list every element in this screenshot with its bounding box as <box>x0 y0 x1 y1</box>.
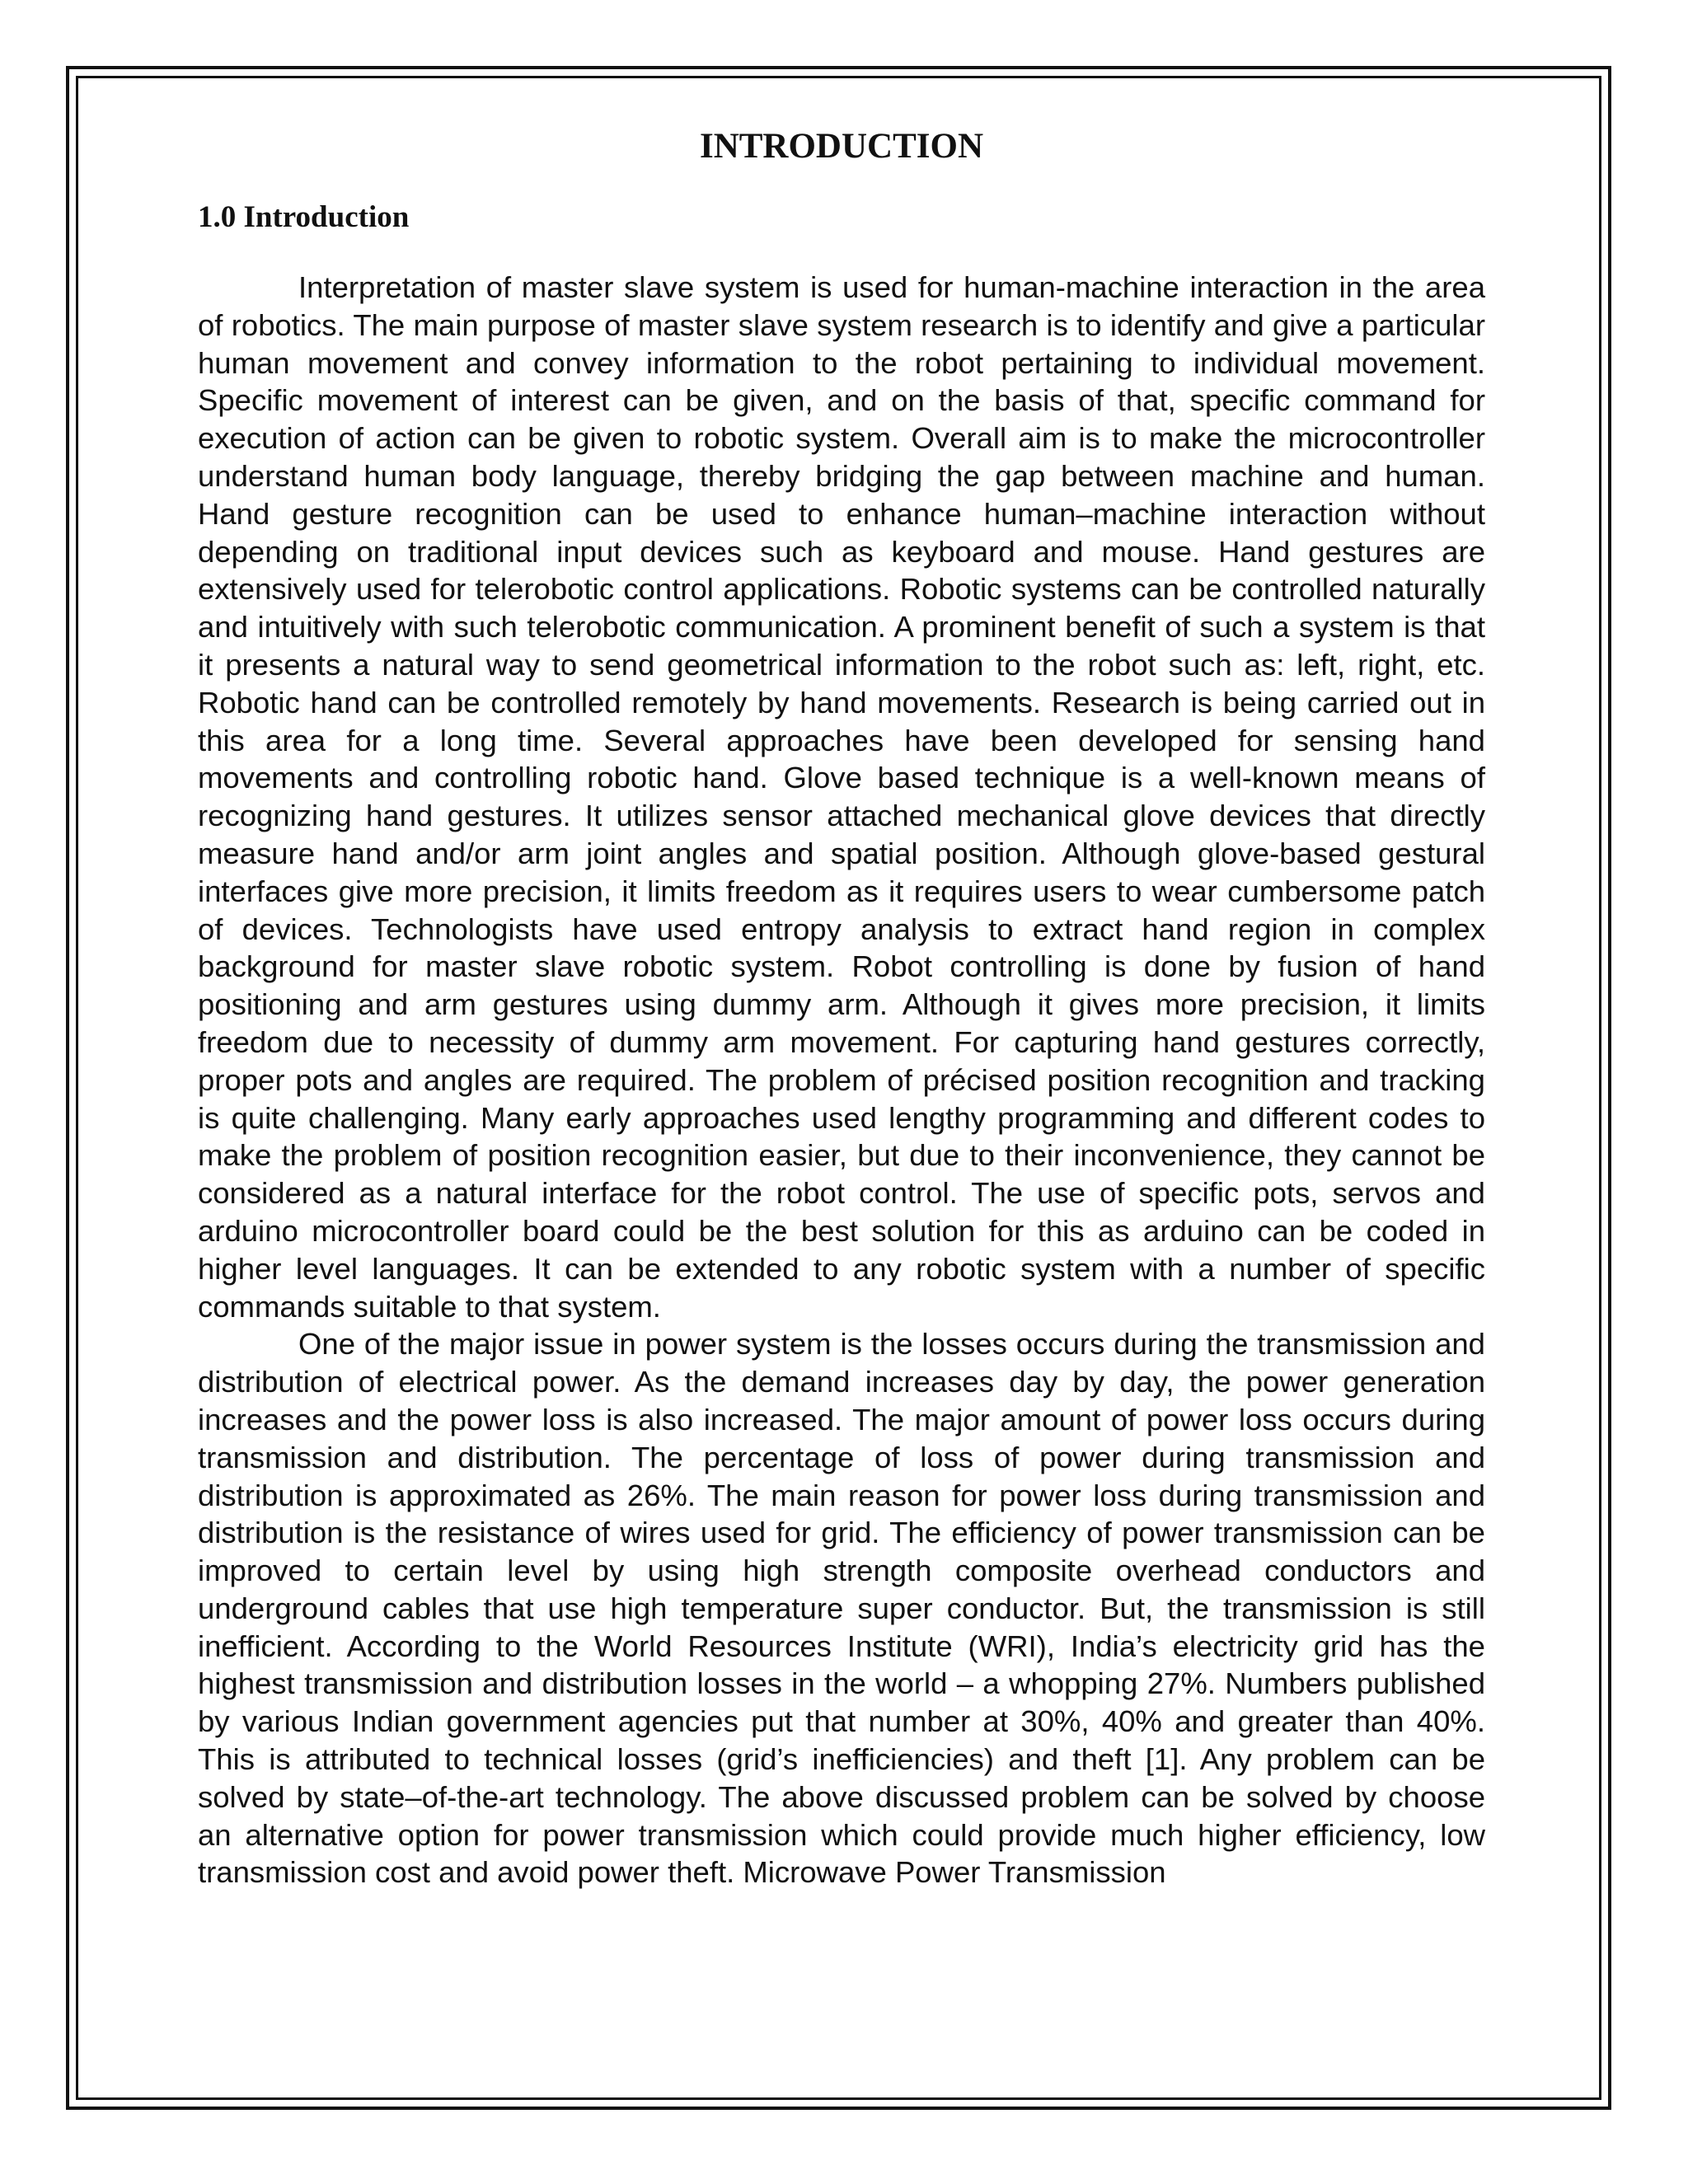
chapter-title: INTRODUCTION <box>699 127 984 166</box>
page-content <box>198 115 1485 1891</box>
body-paragraph-2: One of the major issue in power system is the losses occurs during the transmission and distribution of electrical power. As the demand increases day by day, the power generation increases and the power loss is also increased. The major amount of power loss occurs during transmission and distribution. The percentage of loss of power during transmission and distribution is approximated as 26%. The main reason for power loss during transmission and distribution is the resistance of wires used for grid. The efficiency of power transmission can be improved to certain level by using high strength composite overhead conductors and underground cables that use high temperature super conductor. But, the transmission is still inefficient. According to the World Resources Institute (WRI), India’s electricity grid has the highest transmission and distribution losses in the world – a whopping 27%. Numbers published by various Indian government agencies put that number at 30%, 40% and greater than 40%. This is attributed to technical losses (grid’s inefficiencies) and theft [1]. Any problem can be solved by state–of-the-art technology. The above discussed problem can be solved by choose an alternative option for power transmission which could provide much higher efficiency, low transmission cost and avoid power theft. Microwave Power Transmission <box>198 1327 1485 1890</box>
body-paragraph-1: Interpretation of master slave system is used for human-machine interaction in the area of robotics. The main purpose of master slave system research is to identify and give a particular human movement and convey information to the robot pertaining to individual movement. Specific movement of interest can be given, and on the basis of that, specific command for execution of action can be given to robotic system. Overall aim is to make the microcontroller understand human body language, thereby bridging the gap between machine and human. Hand gesture recognition can be used to enhance human–machine interaction without depending on traditional input devices such as keyboard and mouse. Hand gestures are extensively used for telerobotic control applications. Robotic systems can be controlled naturally and intuitively with such telerobotic communication. A prominent benefit of such a system is that it presents a natural way to send geometrical information to the robot such as: left, right, etc. Robotic hand can be controlled remotely by hand movements. Research is being carried out in this area for a long time. Several approaches have been developed for sensing hand movements and controlling robotic hand. Glove based technique is a well-known means of recognizing hand gestures. It utilizes sensor attached mechanical glove devices that directly measure hand and/or arm joint angles and spatial position. Although glove-based gestural interfaces give more precision, it limits freedom as it requires users to wear cumbersome patch of devices. Technologists have used entropy analysis to extract hand region in complex background for master slave robotic system. Robot controlling is done by fusion of hand positioning and arm gestures using dummy arm. Although it gives more precision, it limits freedom due to necessity of dummy arm movement. For capturing hand gestures correctly, proper pots and angles are required. The problem of précised position recognition and tracking is quite challenging. Many early approaches used lengthy programming and different codes to make the problem of position recognition easier, but due to their inconvenience, they cannot be considered as a natural interface for the robot control. The use of specific pots, servos and arduino microcontroller board could be the best solution for this as arduino can be coded in higher level languages. It can be extended to any robotic system with a number of specific commands suitable to that system. <box>198 270 1485 1324</box>
section-heading: 1.0 Introduction <box>198 200 410 234</box>
